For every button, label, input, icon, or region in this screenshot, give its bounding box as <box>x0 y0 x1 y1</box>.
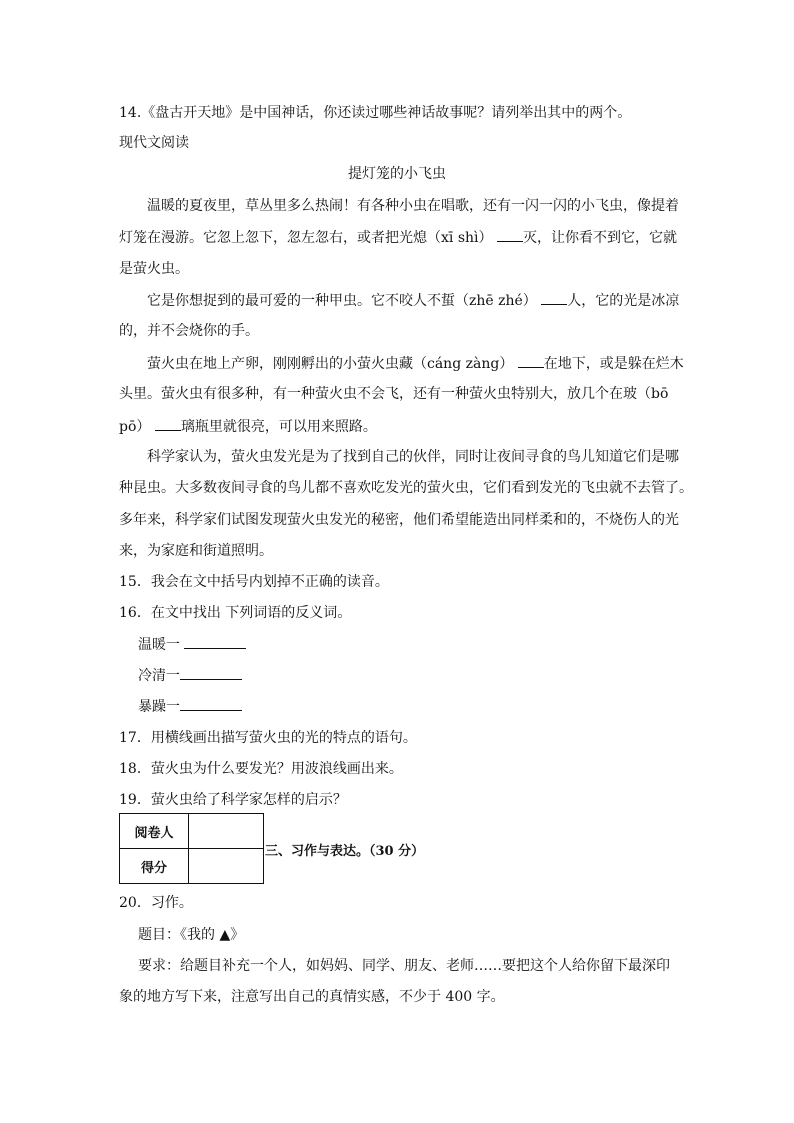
paragraph-1-line-2-text-b: 灭，让你看不到它，它就 <box>522 230 677 246</box>
paragraph-2-line-1-text-a: 它是你想捉到的最可爱的一种甲虫。它不咬人不蜇（zhē zhé） <box>147 293 537 309</box>
reviewer-cell[interactable] <box>189 814 264 849</box>
fill-blank-3[interactable] <box>518 353 544 368</box>
score-table <box>119 813 264 884</box>
paragraph-2-line-1 <box>147 290 679 311</box>
antonym-item-2 <box>138 665 698 686</box>
paragraph-1-line-2-text-a: 灯笼在漫游。它忽上忽下，忽左忽右，或者把光熄（xī shì） <box>119 230 493 246</box>
section-reading-heading: 现代文阅读 <box>119 135 189 151</box>
score-cell[interactable] <box>189 849 264 884</box>
paragraph-4-line-3: 多年来，科学家们试图发现萤火虫发光的秘密，他们希望能造出同样柔和的，不烧伤人的光 <box>119 512 679 528</box>
question-17: 17．用横线画出描写萤火虫的光的特点的语句。 <box>119 730 417 746</box>
antonym-blank-2[interactable] <box>180 665 242 680</box>
paragraph-1-line-1: 温暖的夏夜里，草丛里多么热闹！有各种小虫在唱歌，还有一闪一闪的小飞虫，像提着 <box>147 198 679 214</box>
paragraph-4-line-2: 种昆虫。大多数夜间寻食的鸟儿都不喜欢吃发光的萤火虫，它们看到发光的飞虫就不去管了。 <box>119 480 693 496</box>
paragraph-3-line-1-text-b: 在地下，或是躲在烂木 <box>543 356 684 372</box>
antonym-word-2: 冷清一 <box>138 668 180 684</box>
essay-requirement-line-2: 象的地方写下来，注意写出自己的真情实感，不少于 400 字。 <box>119 989 505 1005</box>
question-16: 16．在文中找出 下列词语的反义词。 <box>119 605 352 621</box>
antonym-word-1: 温暖一 <box>138 637 180 653</box>
paragraph-1-line-3: 是萤火虫。 <box>119 261 189 277</box>
article-title: 提灯笼的小飞虫 <box>348 166 446 182</box>
antonym-item-3 <box>138 696 698 717</box>
score-label: 得分 <box>120 849 189 884</box>
essay-topic: 题目：《我的 ▲》 <box>138 927 245 943</box>
section-3-heading: 三、习作与表达。（30 分） <box>265 844 425 859</box>
fill-blank-2[interactable] <box>541 290 567 305</box>
paragraph-3-line-1 <box>147 353 684 374</box>
paragraph-3-line-3-text-b: 璃瓶里就很亮，可以用来照路。 <box>180 419 377 435</box>
paragraph-1-line-2 <box>119 227 679 248</box>
antonym-blank-3[interactable] <box>180 696 242 711</box>
paragraph-4-line-1: 科学家认为，萤火虫发光是为了找到自己的伙伴，同时让夜间寻食的鸟儿知道它们是哪 <box>147 449 679 465</box>
paragraph-4-line-4: 来，为家庭和街道照明。 <box>119 543 273 559</box>
question-14: 14.《盘古开天地》是中国神话，你还读过哪些神话故事呢？请列举出其中的两个。 <box>119 105 632 121</box>
question-15: 15．我会在文中括号内划掉不正确的读音。 <box>119 574 389 590</box>
paragraph-2-line-1-text-b: 人，它的光是冰凉 <box>567 293 680 309</box>
antonym-word-3: 暴躁一 <box>138 699 180 715</box>
score-table-row-reviewer <box>120 814 264 849</box>
score-table-row-score <box>120 849 264 884</box>
paragraph-3-line-2: 头里。萤火虫有很多种，有一种萤火虫不会飞，还有一种萤火虫特别大，放几个在玻（bō <box>119 386 669 402</box>
paragraph-3-line-3-text-a: pō） <box>119 419 151 435</box>
question-19: 19．萤火虫给了科学家怎样的启示？ <box>119 792 347 808</box>
question-20: 20．习作。 <box>119 895 193 911</box>
paragraph-2-line-2: 的，并不会烧你的手。 <box>119 323 259 339</box>
question-18: 18．萤火虫为什么要发光？用波浪线画出来。 <box>119 761 403 777</box>
paragraph-3-line-1-text-a: 萤火虫在地上产卵，刚刚孵出的小萤火虫藏（cáng zàng） <box>147 356 514 372</box>
antonym-item-1 <box>138 634 698 655</box>
paragraph-3-line-3 <box>119 416 679 437</box>
fill-blank-4[interactable] <box>155 416 181 431</box>
fill-blank-1[interactable] <box>497 227 523 242</box>
reviewer-label: 阅卷人 <box>120 814 189 849</box>
essay-requirement-line-1: 要求：给题目补充一个人，如妈妈、同学、朋友、老师……要把这个人给你留下最深印 <box>138 958 670 974</box>
antonym-blank-1[interactable] <box>184 634 246 649</box>
